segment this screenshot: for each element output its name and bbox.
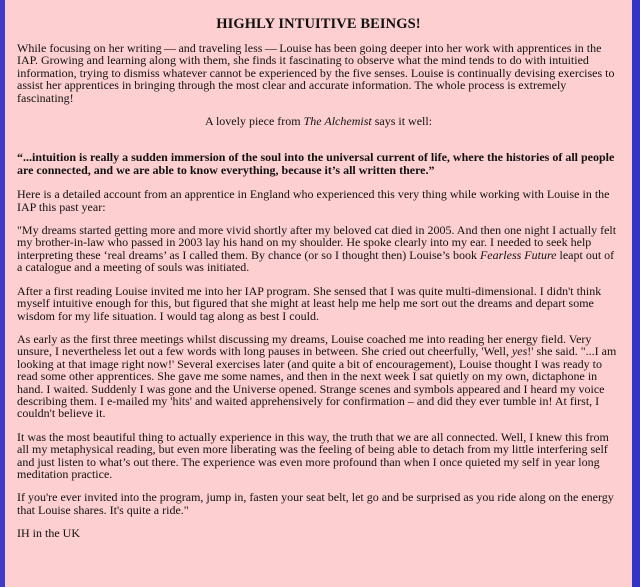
article-page — [5, 0, 632, 587]
testimonial-p3-after: !' she said. "...I am looking at that image right now!' Several exercises later (and quite a bit of encouragement), Louise thought I was ready to read some other apprentices. She gave me some names, and then in the next week I sat quietly on my own, dictaphone in hand. I waited. Suddenly I was gone and the Universe opened. Strange scenes and symbols appeared and I heard my voice describing them. I e-mailed my 'hits' and waited apprehensively for confirmation – and did they ever tumble in! At first, I couldn't believe it. — [17, 344, 617, 421]
window-frame-edge — [632, 0, 640, 587]
testimonial-p1-after: leapt out of a catalogue and a meeting of souls was initiated. — [17, 247, 615, 275]
testimonial-paragraph-5: If you're ever invited into the program, jump in, fasten your seat belt, let go and be surprised as you ride along on the energy that Louise shares. It's quite a ride." — [17, 490, 614, 517]
testimonial-p3-before: As early as the first three meetings whilst discussing my dreams, Louise coached me into reading her energy field. Very unsure, I nevertheless let out a few words with long pauses in between. She cried out cheerfully, 'Well, — [17, 331, 592, 359]
testimonial-paragraph-4: It was the most beautiful thing to actually experience in this way, the truth that we are all connected. Well, I knew this from all my metaphysical reading, but even more liberating was the feeling of being able to detach from my little interfering self and just listen to what’s out there. The experience was even more profound than when I once quieted my self in year long meditation practice. — [17, 429, 609, 481]
fearless-future-book-title: Fearless Future — [479, 247, 557, 262]
page-title: HIGHLY INTUITIVE BEINGS! — [216, 16, 421, 32]
alchemist-line-before: A lovely piece from — [204, 114, 304, 129]
alchemist-book-title: The Alchemist — [303, 114, 372, 129]
intro-paragraph: While focusing on her writing — and traveling less — Louise has been going deeper into her work with apprentices in the IAP. Growing and learning along with them, she finds it fascinating to observe what the mind tends to do with intuitied information, trying to dismiss whatever cannot be experienced by the five senses. Louise is continually devising exercises to assist her apprentices in bringing through the most clear and accurate information. The whole process is extremely fascinating! — [17, 41, 615, 105]
alchemist-line — [17, 115, 620, 127]
testimonial-paragraph-3 — [17, 333, 620, 420]
testimonial-paragraph-1 — [17, 224, 620, 274]
alchemist-line-after: says it well: — [371, 114, 433, 129]
account-intro: Here is a detailed account from an apprentice in England who experienced this very thing while working with Louise in the IAP this past year: — [17, 187, 610, 214]
signature: IH in the UK — [17, 526, 80, 541]
testimonial-paragraph-2: After a first reading Louise invited me into her IAP program. She sensed that I was quite multi-dimensional. I didn't think myself intuitive enough for this, but figured that she might at least help me help me sort out the dreams and depart some wisdom for my life situation. I would tag along as best I could. — [17, 283, 602, 323]
alchemist-quote: “...intuition is really a sudden immersion of the soul into the universal current of life, where the histories of all people are connected, and we are able to know everything, because it’s all written there.” — [17, 150, 615, 177]
testimonial-p1-before: "My dreams started getting more and more vivid shortly after my beloved cat died in 2005. And then one night I actually felt my brother-in-law who passed in 2003 lay his hand on my shoulder. He spoke clearly into my ear. I needed to seek help interpreting these ‘real dreams’ as I called them. By chance (or so I thought then) Louise’s book — [17, 223, 617, 262]
testimonial-p3-yes: yes — [511, 344, 528, 359]
